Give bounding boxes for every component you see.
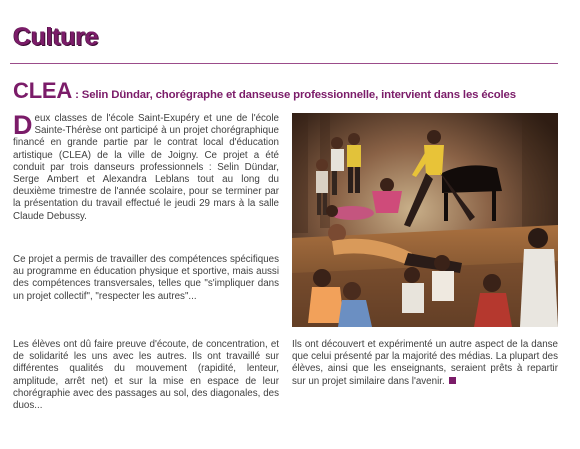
- end-of-article-mark: [449, 377, 456, 384]
- article-paragraph-3: Les élèves ont dû faire preuve d'écoute, de concentration, et de solidarité les uns avec les autres. Ils ont travaillé sur différentes qualités du mouvement (rapidité, lenteur, amplitude, arrêt net) et sur la mise en espace de leur chorégraphie avec des passages au sol, des diagonales, des duos...: [13, 339, 279, 412]
- article-headline: [13, 78, 573, 104]
- title-divider: [10, 63, 558, 64]
- headline-label: CLEA: [13, 78, 73, 103]
- paragraph-4-text: Ils ont découvert et expérimenté un autre aspect de la danse que celui présenté par la majorité des médias. La plupart des élèves, ainsi que les enseignants, seraient prêts à repartir sur un projet similaire dans l'avenir.: [292, 339, 558, 387]
- article-paragraph-4: [292, 339, 558, 388]
- dance-rehearsal-photo: [292, 113, 558, 327]
- headline-subtitle: : Selin Dündar, chorégraphe et danseuse professionnelle, intervient dans les écoles: [72, 89, 516, 101]
- drop-cap: D: [13, 110, 33, 140]
- article-paragraph-2: Ce projet a permis de travailler des compétences spécifiques au programme en éducation physique et sportive, mais aussi des compétences transversales, telles que "s'impliquer dans un projet collectif", "respecter les autres"...: [13, 254, 279, 302]
- section-title: Culture: [13, 23, 99, 51]
- article-paragraph-1: [13, 110, 279, 223]
- paragraph-1-text: eux classes de l'école Saint-Exupéry et une de l'école Sainte-Thérèse ont participé à un projet chorégraphique financé en grande partie par le contrat local d'éducation artistique (CLEA) de la ville de Joigny. Ce projet a été conduit par trois danseurs professionnels : Selin Dündar, Serge Ambert et Alexandra Leblans tout au long du deuxième trimestre de l'année scolaire, pour se terminer par la présentation du travail effectué le jeudi 29 mars à la salle Claude Debussy.: [13, 113, 279, 222]
- photo-illustration: [292, 113, 558, 327]
